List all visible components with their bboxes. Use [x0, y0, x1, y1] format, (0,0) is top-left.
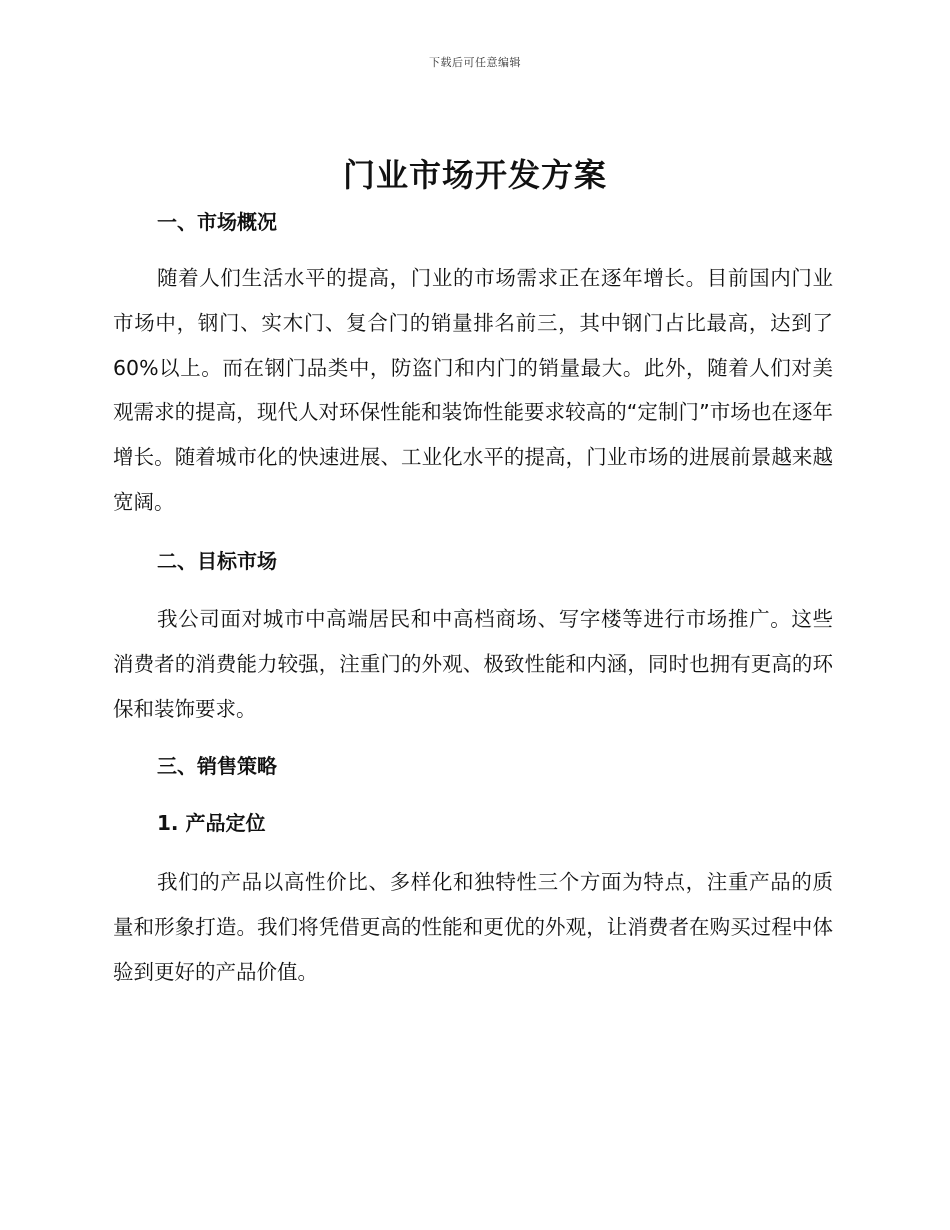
subheading-product-positioning: 1. 产品定位: [157, 811, 266, 835]
section-heading-target-market: 二、目标市场: [157, 549, 277, 573]
section-body-market-overview: 随着人们生活水平的提高，门业的市场需求正在逐年增长。目前国内门业市场中，钢门、实木门、复合门的销量排名前三，其中钢门占比最高，达到了 60%以上。而在钢门品类中，防盗门和内门的销量最大。此外，随着人们对美观需求的提高，现代人对环保性能和装饰性能要求较高的“定制门”市场也在逐年增长。随着城市化的快速进展、工业化水平的提高，门业市场的进展前景越来越宽阔。: [113, 266, 833, 514]
section-body-target-market: 我公司面对城市中高端居民和中高档商场、写字楼等进行市场推广。这些消费者的消费能力较强，注重门的外观、极致性能和内涵，同时也拥有更高的环保和装饰要求。: [113, 607, 833, 721]
section-heading-market-overview: 一、市场概况: [157, 210, 277, 234]
section-body-product-positioning: 我们的产品以高性价比、多样化和独特性三个方面为特点，注重产品的质量和形象打造。我们将凭借更高的性能和更优的外观，让消费者在购买过程中体验到更好的产品价值。: [113, 870, 833, 984]
header-note: 下载后可任意编辑: [429, 56, 521, 69]
section-heading-sales-strategy: 三、销售策略: [157, 754, 277, 778]
page-title: 门业市场开发方案: [342, 156, 607, 194]
